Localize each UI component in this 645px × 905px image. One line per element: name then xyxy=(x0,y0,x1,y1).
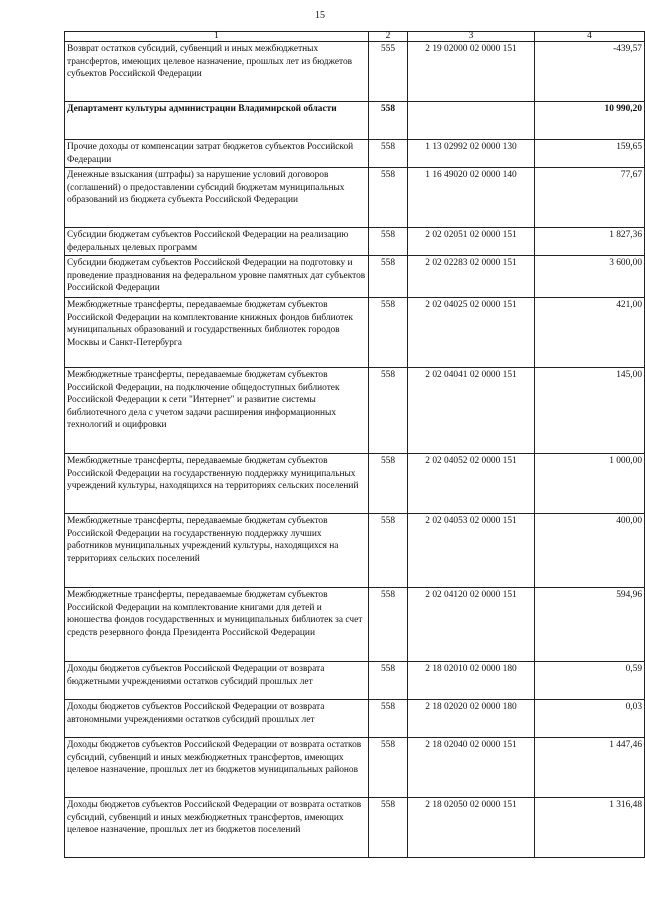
row-name-cell: Межбюджетные трансферты, передаваемые бюджетам субъектов Российской Федерации на комплектование книжных фондов библиотек муниципальных образований и государственных библиотек городов Москвы и Санкт-Петербурга xyxy=(65,298,369,368)
row-name-cell: Денежные взыскания (штрафы) за нарушение условий договоров (соглашений) о предоставлении субсидий бюджетам муниципальных образований из бюджета субъекта Российской Федерации xyxy=(65,168,369,228)
table-row xyxy=(65,588,645,662)
row-admin-code-cell: 558 xyxy=(369,298,408,368)
row-amount-cell: 77,67 xyxy=(535,168,645,228)
row-budget-code-cell: 2 02 04053 02 0000 151 xyxy=(408,514,535,588)
row-amount-cell: 400,00 xyxy=(535,514,645,588)
row-budget-code-cell: 2 02 04041 02 0000 151 xyxy=(408,368,535,454)
header-col-2: 2 xyxy=(369,32,408,42)
row-amount-cell: 594,96 xyxy=(535,588,645,662)
table-row xyxy=(65,514,645,588)
header-col-1: 1 xyxy=(65,32,369,42)
row-admin-code-cell: 558 xyxy=(369,168,408,228)
row-admin-code-cell: 558 xyxy=(369,662,408,700)
row-admin-code-cell: 558 xyxy=(369,588,408,662)
table-row xyxy=(65,102,645,140)
row-budget-code-cell: 2 19 02000 02 0000 151 xyxy=(408,42,535,102)
row-admin-code-cell: 558 xyxy=(369,228,408,256)
row-admin-code-cell: 558 xyxy=(369,140,408,168)
row-budget-code-cell: 1 16 49020 02 0000 140 xyxy=(408,168,535,228)
table-row xyxy=(65,798,645,858)
row-budget-code-cell: 2 02 04025 02 0000 151 xyxy=(408,298,535,368)
row-admin-code-cell: 558 xyxy=(369,514,408,588)
table-row xyxy=(65,42,645,102)
row-amount-cell: 3 600,00 xyxy=(535,256,645,298)
row-admin-code-cell: 558 xyxy=(369,738,408,798)
table-row xyxy=(65,298,645,368)
row-name-cell: Межбюджетные трансферты, передаваемые бюджетам субъектов Российской Федерации, на подключение общедоступных библиотек Российской Федерации к сети "Интернет" и развитие системы библиотечного дела с учетом задачи расширения информационных технологий и оцифровки xyxy=(65,368,369,454)
row-admin-code-cell: 555 xyxy=(369,42,408,102)
row-name-cell: Доходы бюджетов субъектов Российской Федерации от возврата автономными учреждениями остатков субсидий прошлых лет xyxy=(65,700,369,738)
row-name-cell: Доходы бюджетов субъектов Российской Федерации от возврата остатков субсидий, субвенций и иных межбюджетных трансфертов, имеющих целевое назначение, прошлых лет из бюджетов муниципальных районов xyxy=(65,738,369,798)
row-name-cell: Возврат остатков субсидий, субвенций и иных межбюджетных трансфертов, имеющих целевое назначение, прошлых лет из бюджетов субъектов Российской Федерации xyxy=(65,42,369,102)
table-row xyxy=(65,168,645,228)
row-name-cell: Доходы бюджетов субъектов Российской Федерации от возврата остатков субсидий, субвенций и иных межбюджетных трансфертов, имеющих целевое назначение, прошлых лет из бюджетов поселений xyxy=(65,798,369,858)
row-amount-cell: 0,59 xyxy=(535,662,645,700)
row-amount-cell: 159,65 xyxy=(535,140,645,168)
row-admin-code-cell: 558 xyxy=(369,700,408,738)
row-name-cell: Доходы бюджетов субъектов Российской Федерации от возврата бюджетными учреждениями остатков субсидий прошлых лет xyxy=(65,662,369,700)
table-row xyxy=(65,368,645,454)
header-col-4: 4 xyxy=(535,32,645,42)
row-amount-cell: 1 000,00 xyxy=(535,454,645,514)
table-row xyxy=(65,140,645,168)
row-admin-code-cell: 558 xyxy=(369,256,408,298)
row-name-cell: Межбюджетные трансферты, передаваемые бюджетам субъектов Российской Федерации на комплектование книгами для детей и юношества фондов государственных и муниципальных библиотек за счет средств резервного фонда Президента Российской Федерации xyxy=(65,588,369,662)
header-col-3: 3 xyxy=(408,32,535,42)
row-name-cell: Субсидии бюджетам субъектов Российской Федерации на подготовку и проведение празднования на федеральном уровне памятных дат субъектов Российской Федерации xyxy=(65,256,369,298)
row-amount-cell: 421,00 xyxy=(535,298,645,368)
row-admin-code-cell: 558 xyxy=(369,102,408,140)
page-number: 15 xyxy=(315,10,325,21)
row-budget-code-cell: 2 18 02020 02 0000 180 xyxy=(408,700,535,738)
row-amount-cell: 1 447,46 xyxy=(535,738,645,798)
table-row xyxy=(65,662,645,700)
table-row xyxy=(65,256,645,298)
row-name-cell: Прочие доходы от компенсации затрат бюджетов субъектов Российской Федерации xyxy=(65,140,369,168)
row-admin-code-cell: 558 xyxy=(369,798,408,858)
row-budget-code-cell: 2 02 02051 02 0000 151 xyxy=(408,228,535,256)
row-budget-code-cell: 2 02 02283 02 0000 151 xyxy=(408,256,535,298)
row-amount-cell: -439,57 xyxy=(535,42,645,102)
row-name-cell: Субсидии бюджетам субъектов Российской Федерации на реализацию федеральных целевых программ xyxy=(65,228,369,256)
row-budget-code-cell: 2 18 02010 02 0000 180 xyxy=(408,662,535,700)
row-budget-code-cell: 2 18 02040 02 0000 151 xyxy=(408,738,535,798)
row-budget-code-cell: 2 02 04052 02 0000 151 xyxy=(408,454,535,514)
table-row xyxy=(65,700,645,738)
row-admin-code-cell: 558 xyxy=(369,454,408,514)
table-row xyxy=(65,738,645,798)
table-row xyxy=(65,228,645,256)
row-budget-code-cell: 1 13 02992 02 0000 130 xyxy=(408,140,535,168)
row-amount-cell: 0,03 xyxy=(535,700,645,738)
row-budget-code-cell: 2 02 04120 02 0000 151 xyxy=(408,588,535,662)
row-amount-cell: 10 990,20 xyxy=(535,102,645,140)
row-amount-cell: 1 827,36 xyxy=(535,228,645,256)
table-header-row xyxy=(65,32,645,42)
row-amount-cell: 145,00 xyxy=(535,368,645,454)
table-row xyxy=(65,454,645,514)
row-name-cell: Межбюджетные трансферты, передаваемые бюджетам субъектов Российской Федерации на государственную поддержку лучших работников муниципальных учреждений культуры, находящихся на территориях сельских поселений xyxy=(65,514,369,588)
row-name-cell: Департамент культуры администрации Владимирской области xyxy=(65,102,369,140)
row-budget-code-cell: 2 18 02050 02 0000 151 xyxy=(408,798,535,858)
row-name-cell: Межбюджетные трансферты, передаваемые бюджетам субъектов Российской Федерации на государственную поддержку муниципальных учреждений культуры, находящихся на территориях сельских поселений xyxy=(65,454,369,514)
row-admin-code-cell: 558 xyxy=(369,368,408,454)
row-amount-cell: 1 316,48 xyxy=(535,798,645,858)
revenue-table xyxy=(64,31,645,858)
row-budget-code-cell xyxy=(408,102,535,140)
